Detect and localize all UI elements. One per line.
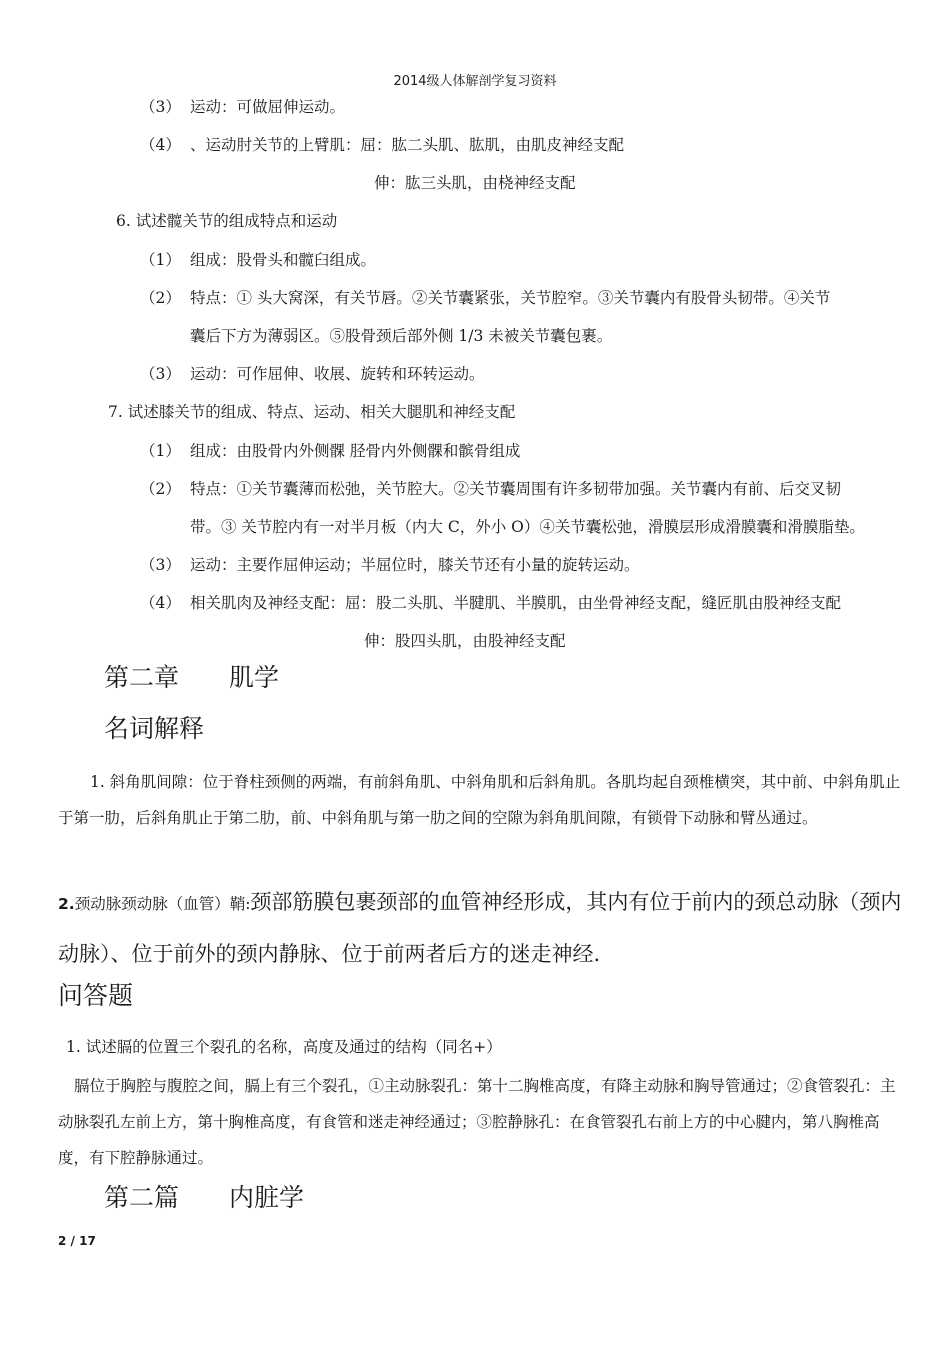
item-text: 特点：① 头大窝深，有关节唇。②关节囊紧张，关节腔窄。③关节囊内有股骨头韧带。④关节 <box>190 289 831 307</box>
part-title: 第二篇 内脏学 <box>104 1183 305 1212</box>
knee-item-4-extensors: 伸：股四头肌，由股神经支配 <box>364 632 566 650</box>
term-text: 颈部筋膜包裹颈部的血管神经形成，其内有位于前内的颈总动脉（颈内动脉）、位于前外的颈内静脉、位于前两者后方的迷走神经. <box>58 890 902 966</box>
term-definition-2 <box>58 877 903 981</box>
item-number: （1） <box>140 442 181 460</box>
section-title-qa: 问答题 <box>58 981 134 1010</box>
knee-item-2 <box>140 479 841 499</box>
page-header: 2014级人体解剖学复习资料 <box>393 74 557 89</box>
item-number: （4） <box>140 136 181 154</box>
hip-item-2-cont: 囊后下方为薄弱区。⑤股骨颈后部外侧 1/3 未被关节囊包裹。 <box>190 327 613 345</box>
item-number: （3） <box>140 365 181 383</box>
elbow-item-4-extensors: 伸：肱三头肌，由桡神经支配 <box>374 174 576 192</box>
item-number: （3） <box>140 556 181 574</box>
term-label: 颈动脉颈动脉（血管）鞘: <box>74 895 251 913</box>
qa-question-1: 1. 试述膈的位置三个裂孔的名称，高度及通过的结构（同名+） <box>66 1038 502 1056</box>
item-number: （2） <box>140 480 181 498</box>
elbow-item-3 <box>140 97 345 117</box>
hip-item-3 <box>140 364 485 384</box>
item-text: 运动：可做屈伸运动。 <box>190 98 346 116</box>
item-number: （4） <box>140 594 181 612</box>
page-number: 2 / 17 <box>58 1234 96 1248</box>
knee-item-3 <box>140 555 640 575</box>
item-text: 相关肌肉及神经支配：屈：股二头肌、半腱肌、半膜肌，由坐骨神经支配，缝匠肌由股神经支配 <box>190 594 842 612</box>
term-number: 2. <box>58 895 75 913</box>
item-number: （1） <box>140 251 181 269</box>
knee-question: 7. 试述膝关节的组成、特点、运动、相关大腿肌和神经支配 <box>108 403 516 421</box>
item-text: 组成：股骨头和髋臼组成。 <box>190 251 377 269</box>
elbow-item-4 <box>140 135 624 155</box>
hip-item-1 <box>140 250 376 270</box>
item-text: 特点：①关节囊薄而松弛，关节腔大。②关节囊周围有许多韧带加强。关节囊内有前、后交叉韧 <box>190 480 842 498</box>
item-text: 组成：由股骨内外侧髁 胫骨内外侧髁和髌骨组成 <box>190 442 521 460</box>
term-definition-1: 1. 斜角肌间隙：位于脊柱颈侧的两端，有前斜角肌、中斜角肌和后斜角肌。各肌均起自颈椎横突，其中前、中斜角肌止于第一肋，后斜角肌止于第二肋，前、中斜角肌与第一肋之间的空隙为斜角肌间隙，有锁骨下动脉和臂丛通过。 <box>58 773 901 827</box>
item-text: 、运动肘关节的上臂肌：屈：肱二头肌、肱肌，由肌皮神经支配 <box>190 136 625 154</box>
chapter-title: 第二章 肌学 <box>104 663 280 692</box>
knee-item-1 <box>140 441 520 461</box>
hip-question: 6. 试述髋关节的组成特点和运动 <box>116 212 338 230</box>
qa-answer-1: 膈位于胸腔与腹腔之间，膈上有三个裂孔，①主动脉裂孔：第十二胸椎高度，有降主动脉和胸导管通过；②食管裂孔：主动脉裂孔左前上方，第十胸椎高度，有食管和迷走神经通过；③腔静脉孔：在食管裂孔右前上方的中心腱内，第八胸椎高度，有下腔静脉通过。 <box>58 1077 896 1167</box>
hip-item-2 <box>140 288 830 308</box>
item-text: 运动：可作屈伸、收展、旋转和环转运动。 <box>190 365 485 383</box>
item-number: （3） <box>140 98 181 116</box>
section-title-terms: 名词解释 <box>104 714 205 743</box>
knee-item-2-cont: 带。③ 关节腔内有一对半月板（内大 C，外小 O）④关节囊松弛，滑膜层形成滑膜囊和滑膜脂垫。 <box>190 518 865 536</box>
item-text: 运动：主要作屈伸运动；半屈位时，膝关节还有小量的旋转运动。 <box>190 556 640 574</box>
item-number: （2） <box>140 289 181 307</box>
knee-item-4 <box>140 593 841 613</box>
